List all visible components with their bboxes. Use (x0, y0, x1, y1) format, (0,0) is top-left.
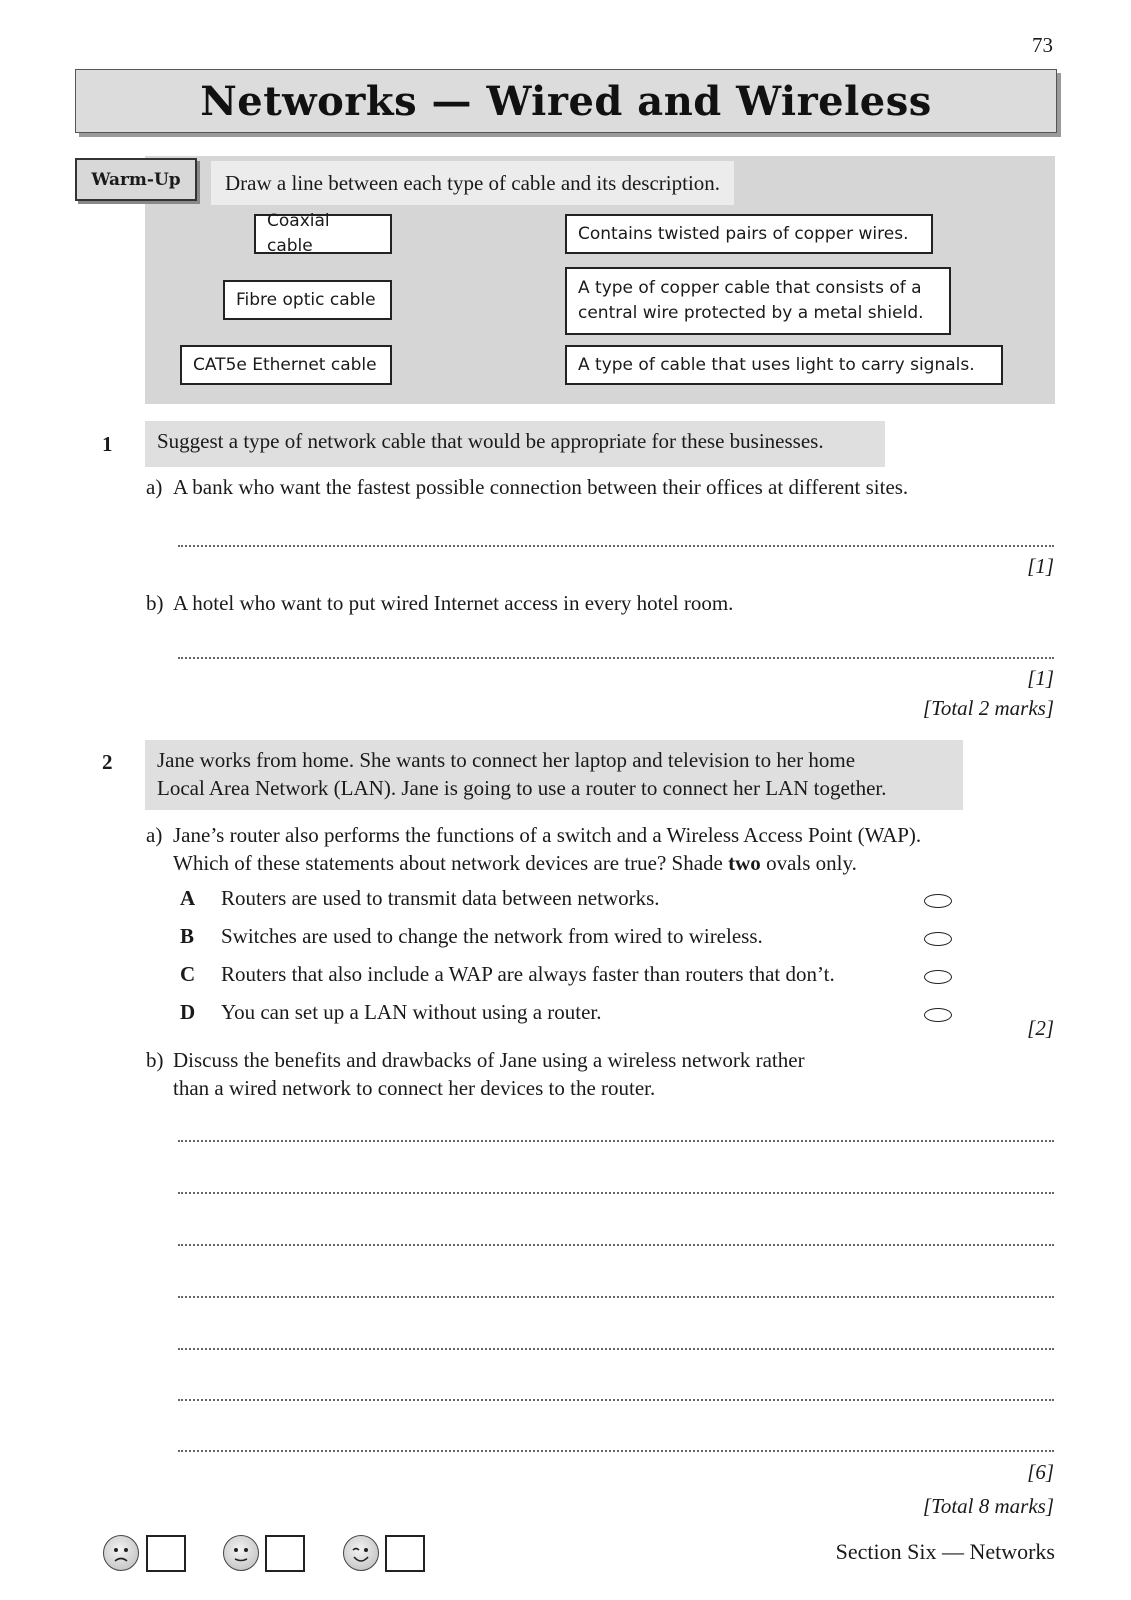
sad-face-icon (103, 1535, 139, 1571)
question-2a-emphasis: two (728, 851, 761, 875)
option-a-letter: A (180, 886, 196, 910)
description-box-copper-shield[interactable]: A type of copper cable that consists of a central wire protected by a metal shield. (565, 267, 951, 335)
answer-line-2b-5[interactable] (178, 1348, 1054, 1350)
option-b-letter: B (180, 924, 195, 948)
question-2a-line2-post: ovals only. (760, 851, 857, 875)
answer-line-2b-7[interactable] (178, 1450, 1054, 1452)
question-2a-text (173, 821, 921, 877)
option-d-text: You can set up a LAN without using a router. (221, 1000, 602, 1024)
question-2-prompt-line2: Local Area Network (LAN). Jane is going to use a router to connect her LAN together. (157, 776, 887, 800)
question-2a-line2-pre: Which of these statements about network devices are true? Shade (173, 851, 729, 875)
happy-face-icon (343, 1535, 379, 1571)
option-c-letter: C (180, 962, 196, 986)
question-2b-label: b) (146, 1048, 164, 1072)
question-2b-line1: Discuss the benefits and drawbacks of Jane using a wireless network rather (173, 1048, 805, 1072)
question-2-prompt (145, 740, 963, 810)
question-2a-label: a) (146, 823, 163, 847)
cable-box-coaxial[interactable]: Coaxial cable (254, 214, 392, 254)
question-number-2: 2 (102, 750, 113, 774)
description-box-twisted-pair[interactable]: Contains twisted pairs of copper wires. (565, 214, 933, 254)
question-2-prompt-line1: Jane works from home. She wants to connect her laptop and television to her home (157, 748, 856, 772)
page-title: Networks — Wired and Wireless (200, 77, 932, 125)
title-banner (75, 69, 1057, 133)
answer-line-2b-2[interactable] (178, 1192, 1054, 1194)
section-footer: Section Six — Networks (835, 1539, 1055, 1564)
option-c-text: Routers that also include a WAP are always faster than routers that don’t. (221, 962, 835, 986)
option-d-oval[interactable] (924, 1008, 952, 1022)
self-assessment-box-2[interactable] (265, 1535, 305, 1572)
warmup-instruction: Draw a line between each type of cable and its description. (211, 161, 734, 205)
cable-box-fibre-optic[interactable]: Fibre optic cable (223, 280, 392, 320)
cable-box-cat5e[interactable]: CAT5e Ethernet cable (180, 345, 392, 385)
marks-2b: [6] (1027, 1460, 1054, 1484)
warmup-tag: Warm-Up (75, 158, 197, 201)
answer-line-1b[interactable] (178, 657, 1054, 659)
marks-1a: [1] (1027, 554, 1054, 578)
option-a-text: Routers are used to transmit data between networks. (221, 886, 660, 910)
neutral-face-icon (223, 1535, 259, 1571)
question-2b-text (173, 1046, 805, 1102)
question-number-1: 1 (102, 432, 113, 456)
question-1-prompt: Suggest a type of network cable that would be appropriate for these businesses. (145, 421, 885, 467)
option-b-text: Switches are used to change the network from wired to wireless. (221, 924, 763, 948)
answer-line-2b-4[interactable] (178, 1296, 1054, 1298)
option-c-oval[interactable] (924, 970, 952, 984)
total-marks-1: [Total 2 marks] (922, 696, 1054, 720)
description-box-light[interactable]: A type of cable that uses light to carry signals. (565, 345, 1003, 385)
question-2a-line2 (173, 849, 921, 877)
question-2a-line1: Jane’s router also performs the functions of a switch and a Wireless Access Point (WAP). (173, 823, 922, 847)
question-1a-text: A bank who want the fastest possible connection between their offices at different sites. (173, 475, 909, 499)
option-a-oval[interactable] (924, 894, 952, 908)
answer-line-2b-6[interactable] (178, 1399, 1054, 1401)
answer-line-2b-3[interactable] (178, 1244, 1054, 1246)
question-1b-label: b) (146, 591, 164, 615)
marks-1b: [1] (1027, 666, 1054, 690)
page-number: 73 (1032, 33, 1053, 57)
question-2b-line2: than a wired network to connect her devices to the router. (173, 1076, 656, 1100)
option-b-oval[interactable] (924, 932, 952, 946)
self-assessment-box-3[interactable] (385, 1535, 425, 1572)
question-1a-label: a) (146, 475, 163, 499)
option-d-letter: D (180, 1000, 196, 1024)
answer-line-2b-1[interactable] (178, 1140, 1054, 1142)
answer-line-1a[interactable] (178, 545, 1054, 547)
marks-2a: [2] (1027, 1016, 1054, 1040)
self-assessment-box-1[interactable] (146, 1535, 186, 1572)
total-marks-2: [Total 8 marks] (922, 1494, 1054, 1518)
question-1b-text: A hotel who want to put wired Internet access in every hotel room. (173, 591, 734, 615)
